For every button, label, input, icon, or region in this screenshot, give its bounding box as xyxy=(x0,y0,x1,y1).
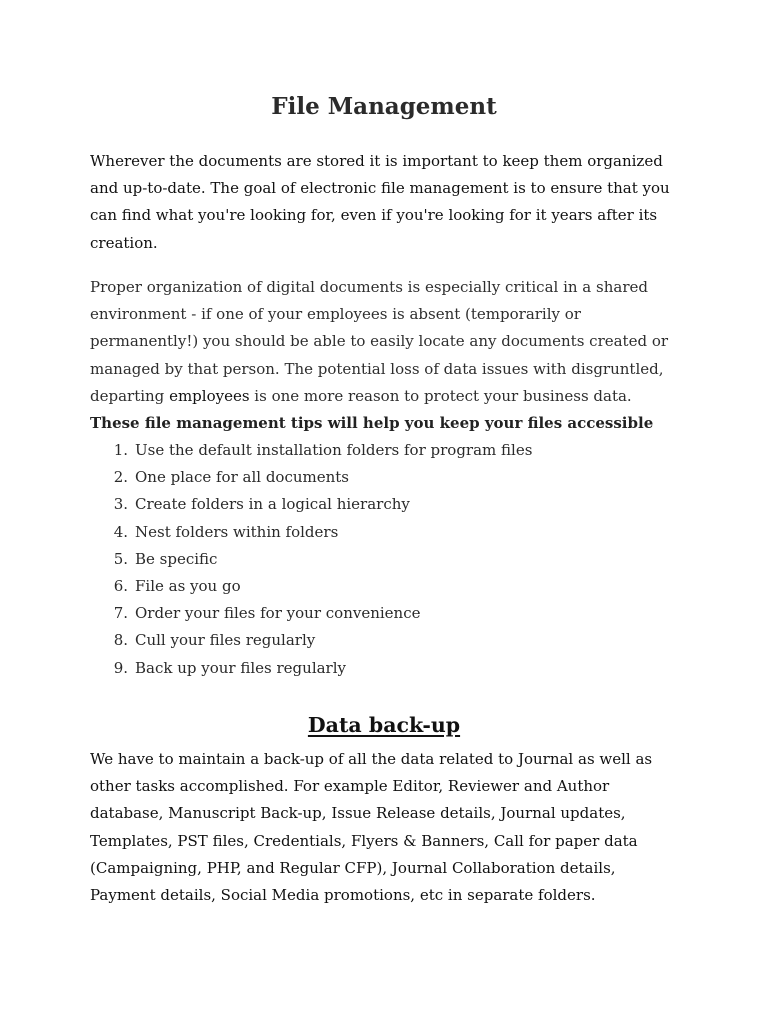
tip-number: 4. xyxy=(113,522,128,541)
section-title-text: Data back-up xyxy=(307,713,461,737)
tip-item xyxy=(90,491,532,518)
section-title xyxy=(90,710,678,740)
tips-list xyxy=(90,437,532,682)
tip-number: 8. xyxy=(113,631,128,650)
tip-item xyxy=(90,464,532,491)
tip-number: 5. xyxy=(113,549,128,568)
tip-item xyxy=(90,600,532,627)
tip-number: 6. xyxy=(113,576,128,595)
intro-paragraph: Wherever the documents are stored it is important to keep them organized and up-to-date. The goal of electronic file management is to ensure that you can find what you're looking for, even if you're looking for it years after its creation. xyxy=(90,152,670,252)
tip-text: One place for all documents xyxy=(135,468,349,487)
tip-number: 3. xyxy=(113,495,128,514)
tip-number: 1. xyxy=(113,441,128,459)
tip-text: Order your files for your convenience xyxy=(135,604,421,623)
page-title: File Management xyxy=(271,93,497,120)
tip-item xyxy=(90,573,532,600)
organization-paragraph xyxy=(90,274,680,410)
organization-paragraph-text-1: Proper organization of digital documents is especially critical in a shared environment - if one of your employees is absent (temporarily or permanently!) you should be able to easily locate any documents created or managed by that person. The potential loss of data issues with disgruntled, departing xyxy=(90,278,669,405)
backup-paragraph: We have to maintain a back-up of all the data related to Journal as well as other tasks accomplished. For example Editor, Reviewer and Author database, Manuscript Back-up, Issue Release details, Journal updates, Templates, PST files, Credentials, Flyers & Banners, Call for paper data (Campaigning, PHP, and Regular CFP), Journal Collaboration details, Payment details, Social Media promotions, etc in separate folders. xyxy=(90,750,653,905)
organization-paragraph-text-2: is one more reason to protect your business data. xyxy=(249,386,632,405)
tip-number: 2. xyxy=(113,468,128,487)
employees-term: employees xyxy=(169,386,250,405)
tip-text: Back up your files regularly xyxy=(135,658,346,677)
tip-item xyxy=(90,437,532,464)
tip-text: Create folders in a logical hierarchy xyxy=(135,495,410,514)
tip-text: Use the default installation folders for program files xyxy=(135,441,533,459)
tip-item xyxy=(90,546,532,573)
tip-text: Cull your files regularly xyxy=(135,631,316,650)
tips-heading: These file management tips will help you keep your files accessible xyxy=(90,414,654,432)
tip-number: 7. xyxy=(113,604,128,623)
tip-item xyxy=(90,655,532,682)
tip-item xyxy=(90,627,532,654)
tip-item xyxy=(90,519,532,546)
tip-text: Be specific xyxy=(135,549,218,568)
tip-text: Nest folders within folders xyxy=(135,522,339,541)
tip-number: 9. xyxy=(113,658,128,677)
tip-text: File as you go xyxy=(135,576,241,595)
